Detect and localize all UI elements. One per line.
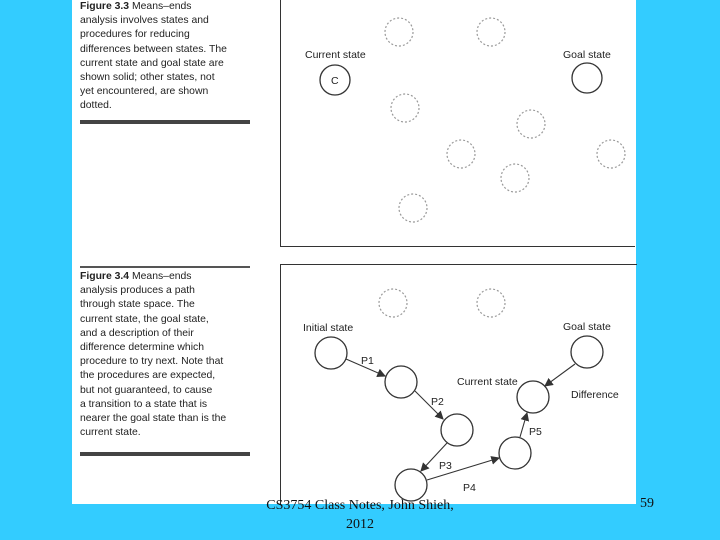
figure-3-4-caption (80, 270, 252, 440)
goal-state-label: Goal state (563, 49, 611, 61)
dotted-state (379, 289, 407, 317)
caption-line: procedure to try next. Note that (80, 356, 224, 368)
dotted-state (447, 140, 475, 168)
caption-line: shown solid; other states, not (80, 72, 215, 84)
procedure-label: P4 (463, 482, 476, 494)
procedure-label: P1 (361, 355, 374, 367)
caption-line: current state and goal state are (80, 57, 224, 69)
figure-3-3-label: Figure 3.3 (80, 1, 130, 12)
caption-line: analysis produces a path (80, 285, 195, 297)
caption-line: Means–ends (129, 1, 192, 12)
caption-line: difference determine which (80, 342, 204, 354)
caption-line: the procedures are expected, (80, 370, 216, 382)
footer-credit (250, 496, 470, 534)
footer-line: CS3754 Class Notes, John Shieh, (266, 498, 454, 513)
transition-arrow (520, 413, 527, 437)
goal-state-circle (572, 63, 602, 93)
current-state-label: Current state (305, 49, 366, 61)
caption-line: yet encountered, are shown (80, 86, 209, 98)
dotted-state (391, 94, 419, 122)
state-circle (385, 366, 417, 398)
difference-arrow (545, 364, 575, 386)
caption-divider (80, 452, 250, 456)
path-diagram-svg (281, 265, 637, 505)
dotted-state (385, 18, 413, 46)
caption-line: Means–ends (129, 271, 192, 282)
state-circle (441, 414, 473, 446)
caption-line: current state, the goal state, (80, 313, 209, 325)
state-space-svg (281, 0, 635, 246)
caption-line: differences between states. The (80, 43, 227, 55)
page-number: 59 (640, 496, 654, 511)
procedure-label: P3 (439, 460, 452, 472)
figure-3-3-diagram (280, 0, 635, 247)
dotted-state (399, 194, 427, 222)
dotted-state (477, 18, 505, 46)
figure-3-3-caption (80, 0, 252, 114)
goal-state-label: Goal state (563, 321, 611, 333)
dotted-state (597, 140, 625, 168)
initial-state-circle (315, 337, 347, 369)
caption-divider (80, 120, 250, 124)
current-state-letter: C (331, 75, 339, 87)
caption-line: dotted. (80, 100, 112, 112)
caption-line: but not guaranteed, to cause (80, 384, 213, 396)
procedure-label: P2 (431, 396, 444, 408)
footer-line: 2012 (346, 517, 374, 532)
goal-state-circle (571, 336, 603, 368)
current-state-label: Current state (457, 376, 518, 388)
transition-arrow (427, 458, 499, 480)
dotted-state (501, 164, 529, 192)
caption-line: a transition to a state that is (80, 398, 208, 410)
caption-line: current state. (80, 427, 141, 439)
caption-line: and a description of their (80, 327, 194, 339)
figure-3-4-label: Figure 3.4 (80, 271, 130, 282)
dotted-state (477, 289, 505, 317)
dotted-state (517, 110, 545, 138)
difference-label: Difference (571, 389, 619, 401)
initial-state-label: Initial state (303, 322, 354, 334)
caption-line: procedures for reducing (80, 29, 190, 41)
caption-line: analysis involves states and (80, 15, 209, 27)
figure-3-4-diagram (280, 264, 637, 505)
procedure-label: P5 (529, 426, 542, 438)
caption-line: through state space. The (80, 299, 195, 311)
state-circle (499, 437, 531, 469)
current-state-circle (517, 381, 549, 413)
caption-line: nearer the goal state than is the (80, 413, 227, 425)
slide-page (72, 0, 636, 504)
caption-top-rule (80, 266, 250, 268)
